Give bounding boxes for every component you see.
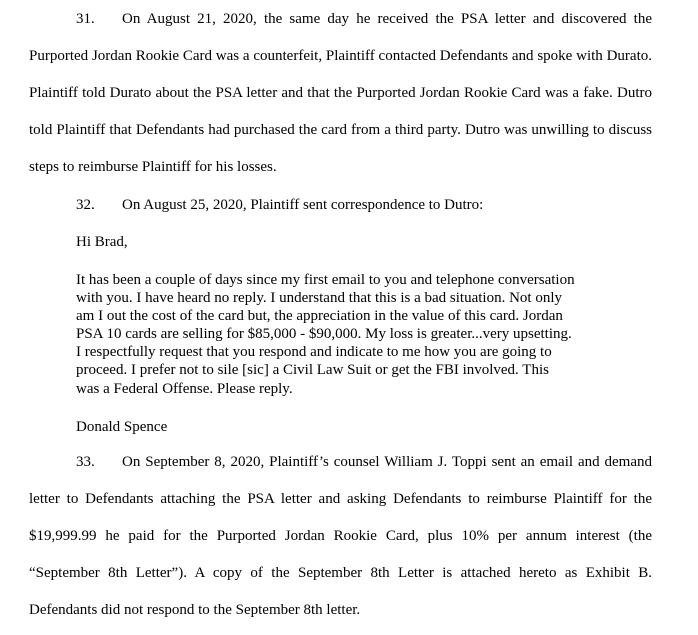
- paragraph-33: [29, 444, 652, 629]
- quote-line: I respectfully request that you respond and indicate to me how you are going to: [76, 344, 552, 361]
- letter-signature: Donald Spence: [76, 419, 168, 435]
- quote-line: am I out the cost of the card but, the appreciation in the value of this card. Jordan: [76, 308, 563, 325]
- quote-line: It has been a couple of days since my first email to you and telephone conversation: [76, 272, 575, 288]
- paragraph-number: 32.: [76, 197, 95, 213]
- block-quote: [76, 271, 616, 398]
- paragraph-31: [29, 1, 652, 186]
- paragraph-number: 33.: [76, 454, 95, 470]
- quote-line: PSA 10 cards are selling for $85,000 - $90,000. My loss is greater...very upsetting.: [76, 326, 572, 343]
- paragraph-text: On August 21, 2020, the same day he received the PSA letter and discovered the Purported Jordan Rookie Card was a counterfeit, Plaintiff contacted Defendants and spoke with Durato. Plaintiff told Durato about the PSA letter and that the Purported Jordan Rookie Card was a fake. Dutro told Plaintiff that Defendants had purchased the card from a third party. Dutro was unwilling to discuss steps to reimburse Plaintiff for his losses.: [29, 11, 652, 175]
- paragraph-text: On September 8, 2020, Plaintiff’s counsel William J. Toppi sent an email and demand letter to Defendants attaching the PSA letter and asking Defendants to reimburse Plaintiff for the $19,999.99 he paid for the Purported Jordan Rookie Card, plus 10% per annum interest (the “September 8th Letter”). A copy of the September 8th Letter is attached hereto as Exhibit B. Defendants did not respond to the September 8th letter.: [29, 454, 652, 618]
- letter-greeting: Hi Brad,: [76, 234, 128, 250]
- paragraph-text: On August 25, 2020, Plaintiff sent correspondence to Dutro:: [122, 197, 484, 213]
- quote-line: with you. I have heard no reply. I understand that this is a bad situation. Not only: [76, 290, 563, 307]
- paragraph-number: 31.: [76, 11, 95, 27]
- quote-line: was a Federal Offense. Please reply.: [76, 380, 293, 397]
- paragraph-32: [29, 187, 652, 224]
- quote-line: proceed. I prefer not to sile [sic] a Civil Law Suit or get the FBI involved. This: [76, 362, 549, 379]
